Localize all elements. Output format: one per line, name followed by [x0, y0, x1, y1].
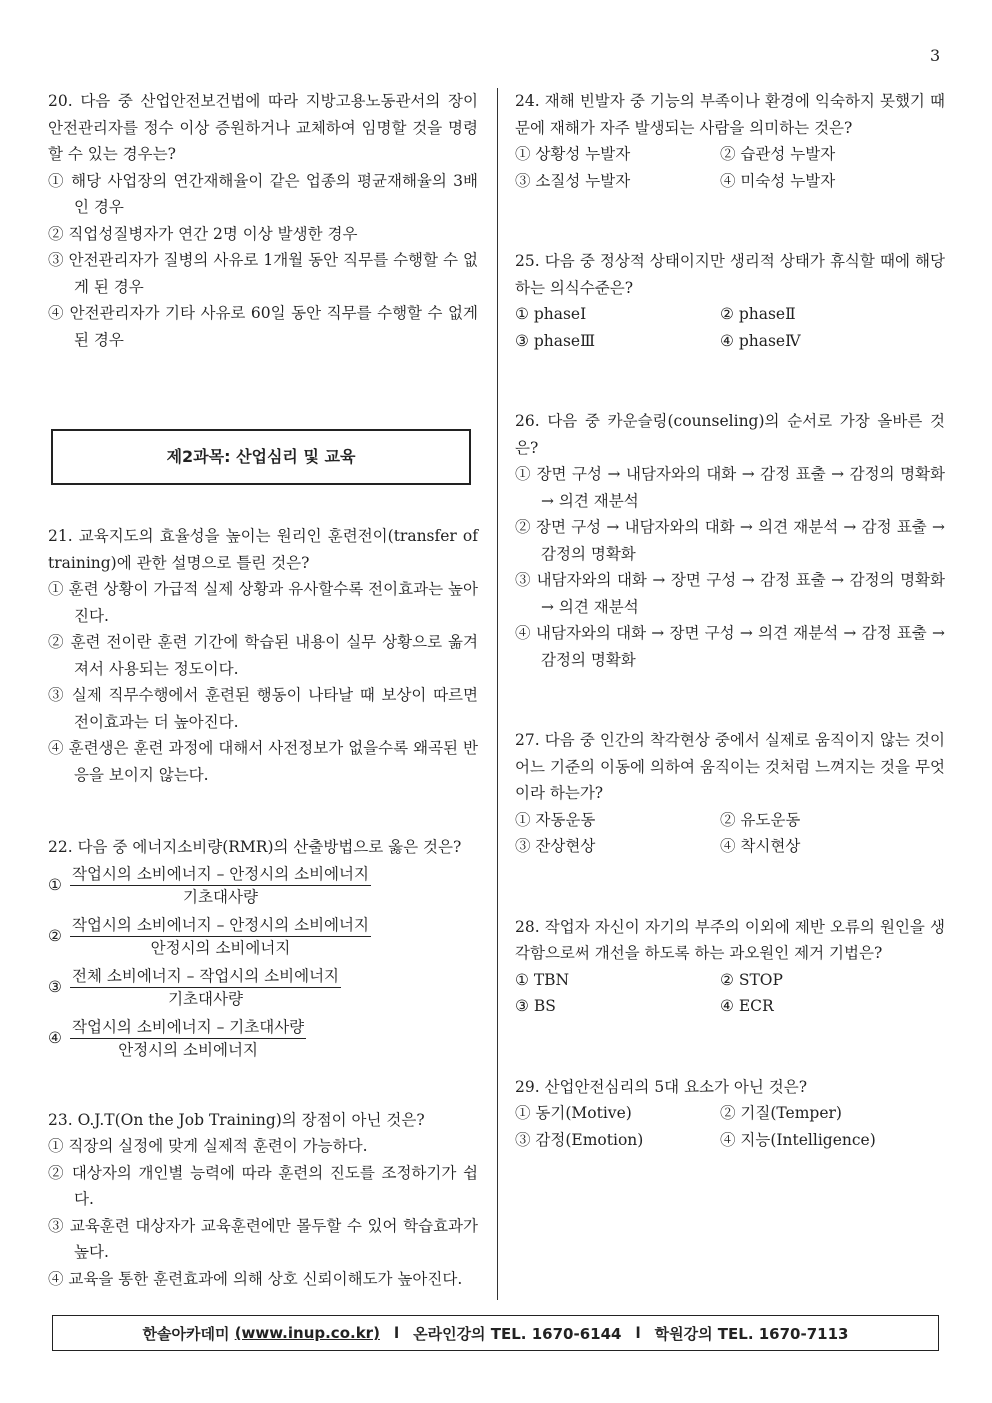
option-mark: ①: [48, 875, 62, 894]
footer-separator: l: [635, 1324, 641, 1342]
option-1: ① 동기(Motive): [515, 1104, 632, 1122]
option-4: ④ 착시현상: [720, 837, 801, 855]
academy-name: 한솔아카데미: [142, 1324, 230, 1343]
option-4: ④ 미숙성 누발자: [720, 171, 836, 190]
question-stem: 29. 산업안전심리의 5대 요소가 아닌 것은?: [515, 1077, 808, 1096]
option-2: ② 대상자의 개인별 능력에 따라 훈련의 진도를 조정하기가 쉽다.: [48, 1163, 478, 1208]
question-stem: 21. 교육지도의 효율성을 높이는 원리인 훈련전이(transfer of training)에 관한 설명으로 틀린 것은?: [48, 527, 478, 572]
option-1: [48, 863, 478, 908]
option-4: ④ 교육을 통한 훈련효과에 의해 상호 신뢰이해도가 높아진다.: [48, 1269, 463, 1288]
options-grid: [515, 141, 945, 194]
option-3: ③ 내담자와의 대화 → 장면 구성 → 감정 표출 → 감정의 명확화 → 의견 재분석: [515, 571, 945, 616]
question-20: [48, 88, 478, 353]
option-3: ③ 실제 직무수행에서 훈련된 행동이 나타날 때 보상이 따르면 전이효과는 더 높아진다.: [48, 686, 478, 731]
question-25: [515, 248, 945, 354]
option-2: ② 습관성 누발자: [720, 145, 836, 163]
page-number: 3: [930, 46, 941, 65]
option-4: ④ 지능(Intelligence): [720, 1130, 876, 1149]
question-stem: 20. 다음 중 산업안전보건법에 따라 지방고용노동관서의 장이 안전관리자를 정수 이상 증원하거나 교체하여 임명할 것을 명령할 수 있는 경우는?: [48, 92, 478, 163]
question-stem: 27. 다음 중 인간의 착각현상 중에서 실제로 움직이지 않는 것이 어느 기준의 이동에 의하여 움직이는 것처럼 느껴지는 것을 무엇이라 하는가?: [515, 731, 945, 802]
denominator: 기초대사량: [183, 887, 258, 906]
option-4: ④ ECR: [720, 997, 774, 1015]
options-grid: [515, 967, 945, 1020]
question-stem: 22. 다음 중 에너지소비량(RMR)의 산출방법으로 옳은 것은?: [48, 838, 462, 856]
option-1: ① phaseⅠ: [515, 305, 587, 323]
option-1: ① 상황성 누발자: [515, 145, 631, 163]
option-2: ② 장면 구성 → 내담자와의 대화 → 의견 재분석 → 감정 표출 → 감정의 명확화: [515, 518, 945, 563]
offline-phone: 학원강의 TEL. 1670-7113: [654, 1324, 849, 1343]
question-27: [515, 727, 945, 860]
options-grid: [515, 301, 945, 354]
numerator: 작업시의 소비에너지 – 기초대사량: [70, 1016, 306, 1039]
fraction: [70, 1016, 306, 1061]
option-1: ① TBN: [515, 970, 570, 989]
option-2: ② 유도운동: [720, 810, 801, 829]
question-stem: 28. 작업자 자신이 자기의 부주의 이외에 제반 오류의 원인을 생각함으로써 개선을 하도록 하는 과오원인 제거 기법은?: [515, 917, 945, 962]
option-mark: ③: [48, 977, 62, 996]
question-21: [48, 523, 478, 788]
question-stem: 26. 다음 중 카운슬링(counseling)의 순서로 가장 올바른 것은?: [515, 412, 945, 457]
options-grid: [515, 1100, 945, 1153]
option-4: ④ phaseⅣ: [720, 331, 801, 350]
option-mark: ④: [48, 1028, 62, 1047]
question-23: [48, 1107, 478, 1293]
option-2: ② phaseⅡ: [720, 305, 796, 323]
numerator: 작업시의 소비에너지 – 안정시의 소비에너지: [70, 914, 371, 937]
option-mark: ②: [48, 926, 62, 945]
section-title-box: [51, 429, 471, 485]
fraction: [70, 914, 371, 959]
fraction: [70, 965, 341, 1010]
question-26: [515, 408, 945, 673]
option-3: [48, 965, 478, 1010]
numerator: 전체 소비에너지 – 작업시의 소비에너지: [70, 965, 341, 988]
option-4: [48, 1016, 478, 1061]
denominator: 안정시의 소비에너지: [118, 1040, 258, 1059]
option-4: ④ 훈련생은 훈련 과정에 대해서 사전정보가 없을수록 왜곡된 반응을 보이지 않는다.: [48, 739, 478, 784]
column-divider: [497, 88, 498, 1300]
academy-url-link[interactable]: (www.inup.co.kr): [234, 1324, 380, 1342]
option-3: ③ BS: [515, 997, 556, 1015]
option-3: ③ 잔상현상: [515, 837, 596, 855]
option-1: ① 해당 사업장의 연간재해율이 같은 업종의 평균재해율의 3배인 경우: [48, 171, 478, 216]
footer-separator: l: [393, 1324, 400, 1342]
denominator: 기초대사량: [168, 989, 243, 1008]
section-title: 제2과목: 산업심리 및 교육: [166, 446, 356, 466]
option-1: ① 직장의 실정에 맞게 실제적 훈련이 가능하다.: [48, 1137, 368, 1155]
option-1: ① 훈련 상황이 가급적 실제 상황과 유사할수록 전이효과는 높아진다.: [48, 580, 478, 625]
option-2: ② 훈련 전이란 훈련 기간에 학습된 내용이 실무 상황으로 옮겨져서 사용되는 정도이다.: [48, 633, 478, 678]
question-stem: 24. 재해 빈발자 중 기능의 부족이나 환경에 익숙하지 못했기 때문에 재해가 자주 발생되는 사람을 의미하는 것은?: [515, 92, 945, 137]
option-3: ③ 감정(Emotion): [515, 1130, 644, 1149]
option-3: ③ phaseⅢ: [515, 331, 596, 350]
option-2: [48, 914, 478, 959]
left-column: [48, 88, 478, 1292]
question-stem: 25. 다음 중 정상적 상태이지만 생리적 상태가 휴식할 때에 해당하는 의식수준은?: [515, 252, 945, 297]
numerator: 작업시의 소비에너지 – 안정시의 소비에너지: [70, 863, 371, 886]
option-3: ③ 교육훈련 대상자가 교육훈련에만 몰두할 수 있어 학습효과가 높다.: [48, 1216, 478, 1261]
question-stem: 23. O.J.T(On the Job Training)의 장점이 아닌 것은?: [48, 1110, 425, 1129]
question-22: [48, 834, 478, 1061]
question-24: [515, 88, 945, 194]
footer-bar: [52, 1315, 939, 1351]
option-3: ③ 소질성 누발자: [515, 171, 631, 190]
option-4: ④ 안전관리자가 기타 사유로 60일 동안 직무를 수행할 수 없게 된 경우: [48, 304, 478, 349]
option-1: ① 자동운동: [515, 810, 596, 829]
question-29: [515, 1074, 945, 1154]
option-2: ② 직업성질병자가 연간 2명 이상 발생한 경우: [48, 224, 358, 243]
denominator: 안정시의 소비에너지: [150, 938, 291, 957]
online-phone: 온라인강의 TEL. 1670-6144: [413, 1324, 622, 1343]
fraction: [70, 863, 371, 908]
options-grid: [515, 807, 945, 860]
question-28: [515, 914, 945, 1020]
option-4: ④ 내담자와의 대화 → 장면 구성 → 의견 재분석 → 감정 표출 → 감정의 명확화: [515, 624, 945, 669]
option-3: ③ 안전관리자가 질병의 사유로 1개월 동안 직무를 수행할 수 없게 된 경우: [48, 251, 478, 296]
right-column: [515, 88, 945, 1153]
option-2: ② STOP: [720, 970, 783, 989]
option-2: ② 기질(Temper): [720, 1104, 842, 1122]
option-1: ① 장면 구성 → 내담자와의 대화 → 감정 표출 → 감정의 명확화 → 의견 재분석: [515, 465, 945, 510]
